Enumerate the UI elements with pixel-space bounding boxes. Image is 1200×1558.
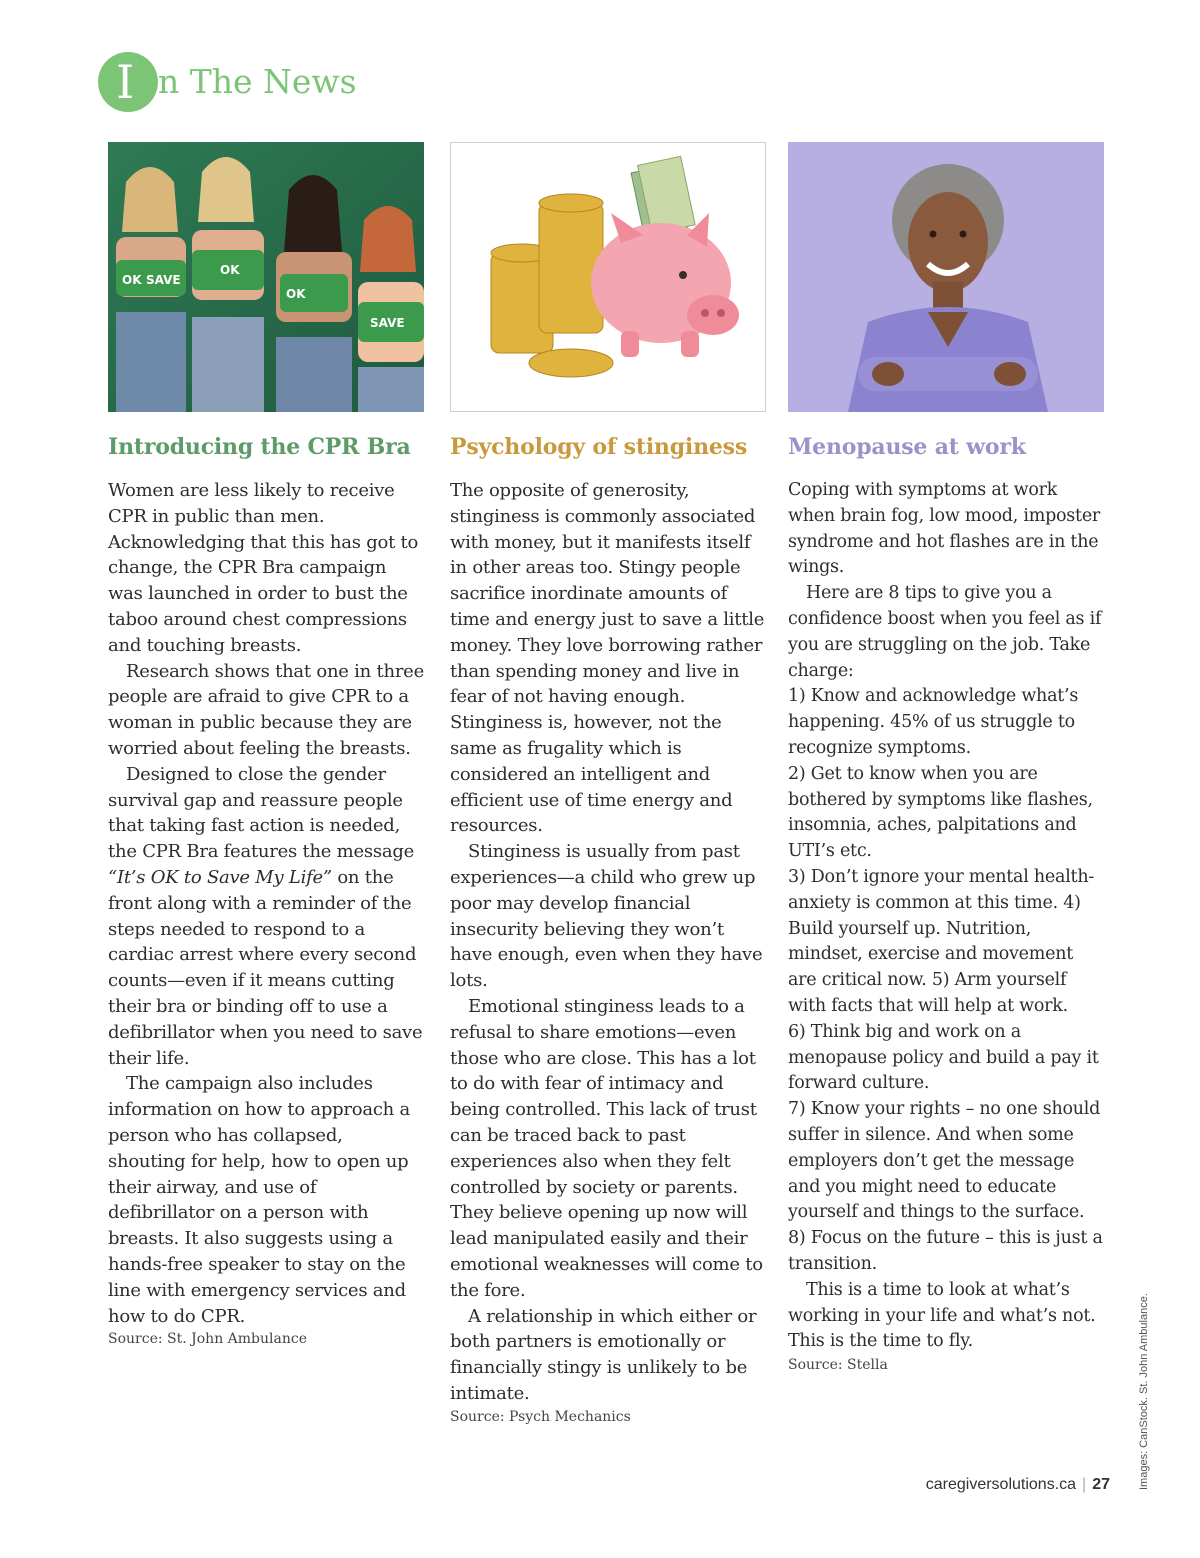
paragraph: This is a time to look at what’s working in your life and what’s not. This is the time to fly. [788, 1279, 1096, 1352]
article-title: Menopause at work [788, 434, 1026, 460]
paragraph: Here are 8 tips to give you a confidence boost when you feel as if you are struggling on the job. Take charge: [788, 583, 1102, 681]
section-initial: I [116, 55, 135, 109]
shirt-text-5: SAVE [370, 316, 405, 330]
article-menopause [788, 142, 1104, 1373]
paragraph: Emotional stinginess leads to a refusal to share emotions—even those who are close. This has a lot to do with fear of intimacy and being controlled. This lack of trust can be traced back to past experiences also when they felt controlled by society or parents. They believe opening up now will lead manipulated easily and their emotional weaknesses will come to the fore. [450, 995, 763, 1301]
paragraph: Stinginess is usually from past experiences—a child who grew up poor may develop financial insecurity believing they won’t have enough, even when they have lots. [450, 841, 763, 992]
shirt-text-3: OK [220, 263, 240, 277]
paragraph: Research shows that one in three people are afraid to give CPR to a woman in public because they are worried about feeling the breasts. [108, 660, 424, 759]
piggy-bank-photo [450, 142, 766, 412]
shirt-text-1: OK [122, 273, 142, 287]
image-credit: Images: CanStock. St. John Ambulance. [1138, 1293, 1150, 1490]
menopause-illustration [788, 142, 1104, 412]
list-item: 8) Focus on the future – this is just a transition. [788, 1228, 1103, 1274]
page-footer [926, 1476, 1110, 1494]
paragraph: Women are less likely to receive CPR in public than men. Acknowledging that this has got to change, the CPR Bra campaign was launched in order to bust the taboo around chest compressions and touching breasts. [108, 480, 419, 656]
menopause-photo [788, 142, 1104, 412]
paragraph-text: Designed to close the gender survival gap and reassure people that taking fast action is needed, the CPR Bra features the message [108, 763, 415, 863]
article-title: Psychology of stinginess [450, 434, 748, 460]
article-source: Source: St. John Ambulance [108, 1331, 307, 1348]
paragraph: A relationship in which either or both partners is emotionally or financially stingy is unlikely to be intimate. [450, 1305, 757, 1404]
list-item: 2) Get to know when you are bothered by symptoms like flashes, insomnia, aches, palpitations and UTI’s etc. [788, 763, 1093, 862]
paragraph: The opposite of generosity, stinginess is commonly associated with money, but it manifests itself in other areas too. Stingy people sacrifice inordinate amounts of time and energy just to save a little money. They love borrowing rather than spending money and live in fear of not having enough. Stinginess is, however, not the same as frugality which is considered an intelligent and efficient use of time energy and resources. [450, 480, 765, 837]
list-item: 7) Know your rights – no one should suffer in silence. And when some employers don’t get the message and you might need to educate yourself and things to the surface. [788, 1099, 1101, 1223]
article-source: Source: Psych Mechanics [450, 1408, 631, 1425]
section-title: n The News [158, 62, 357, 101]
quoted-message: “It’s OK to Save My Life” [108, 866, 332, 888]
article-source: Source: Stella [788, 1357, 888, 1374]
paragraph: Coping with symptoms at work when brain fog, low mood, imposter syndrome and hot flashes are in the wings. [788, 480, 1101, 578]
paragraph [108, 762, 424, 1072]
cpr-bra-photo [108, 142, 424, 412]
paragraph-text: on the front along with a reminder of the steps needed to respond to a cardiac arrest where every second counts—even if it means cutting their bra or binding off to use a defibrillator when you need to save their life. [108, 866, 423, 1069]
article-body [108, 478, 424, 1329]
article-body [450, 478, 766, 1407]
list-item: 3) Don’t ignore your mental health- anxiety is common at this time. 4) Build yourself up. Nutrition, mindset, exercise and movement are critical now. 5) Arm yourself with facts that will help at work. [788, 866, 1095, 1016]
list-item: 6) Think big and work on a menopause policy and build a pay it forward culture. [788, 1021, 1099, 1094]
footer-separator: | [1082, 1476, 1087, 1493]
article-title: Introducing the CPR Bra [108, 434, 411, 460]
paragraph: The campaign also includes information on how to approach a person who has collapsed, shouting for help, how to open up their airway, and use of defibrillator on a person with breasts. It also suggests using a hands-free speaker to stay on the line with emergency services and how to do CPR. [108, 1073, 410, 1327]
article-stinginess [450, 142, 766, 1425]
shirt-text-4: OK [286, 287, 306, 301]
list-item: 1) Know and acknowledge what’s happening. 45% of us struggle to recognize symptoms. [788, 686, 1079, 758]
page-number: 27 [1092, 1476, 1110, 1493]
shirt-text-2: SAVE [146, 273, 181, 287]
website-link[interactable]: caregiversolutions.ca [925, 1476, 1077, 1493]
article-body [788, 478, 1104, 1355]
cpr-bra-illustration [108, 142, 424, 412]
piggy-bank-illustration [451, 143, 765, 411]
article-cpr-bra [108, 142, 424, 1347]
